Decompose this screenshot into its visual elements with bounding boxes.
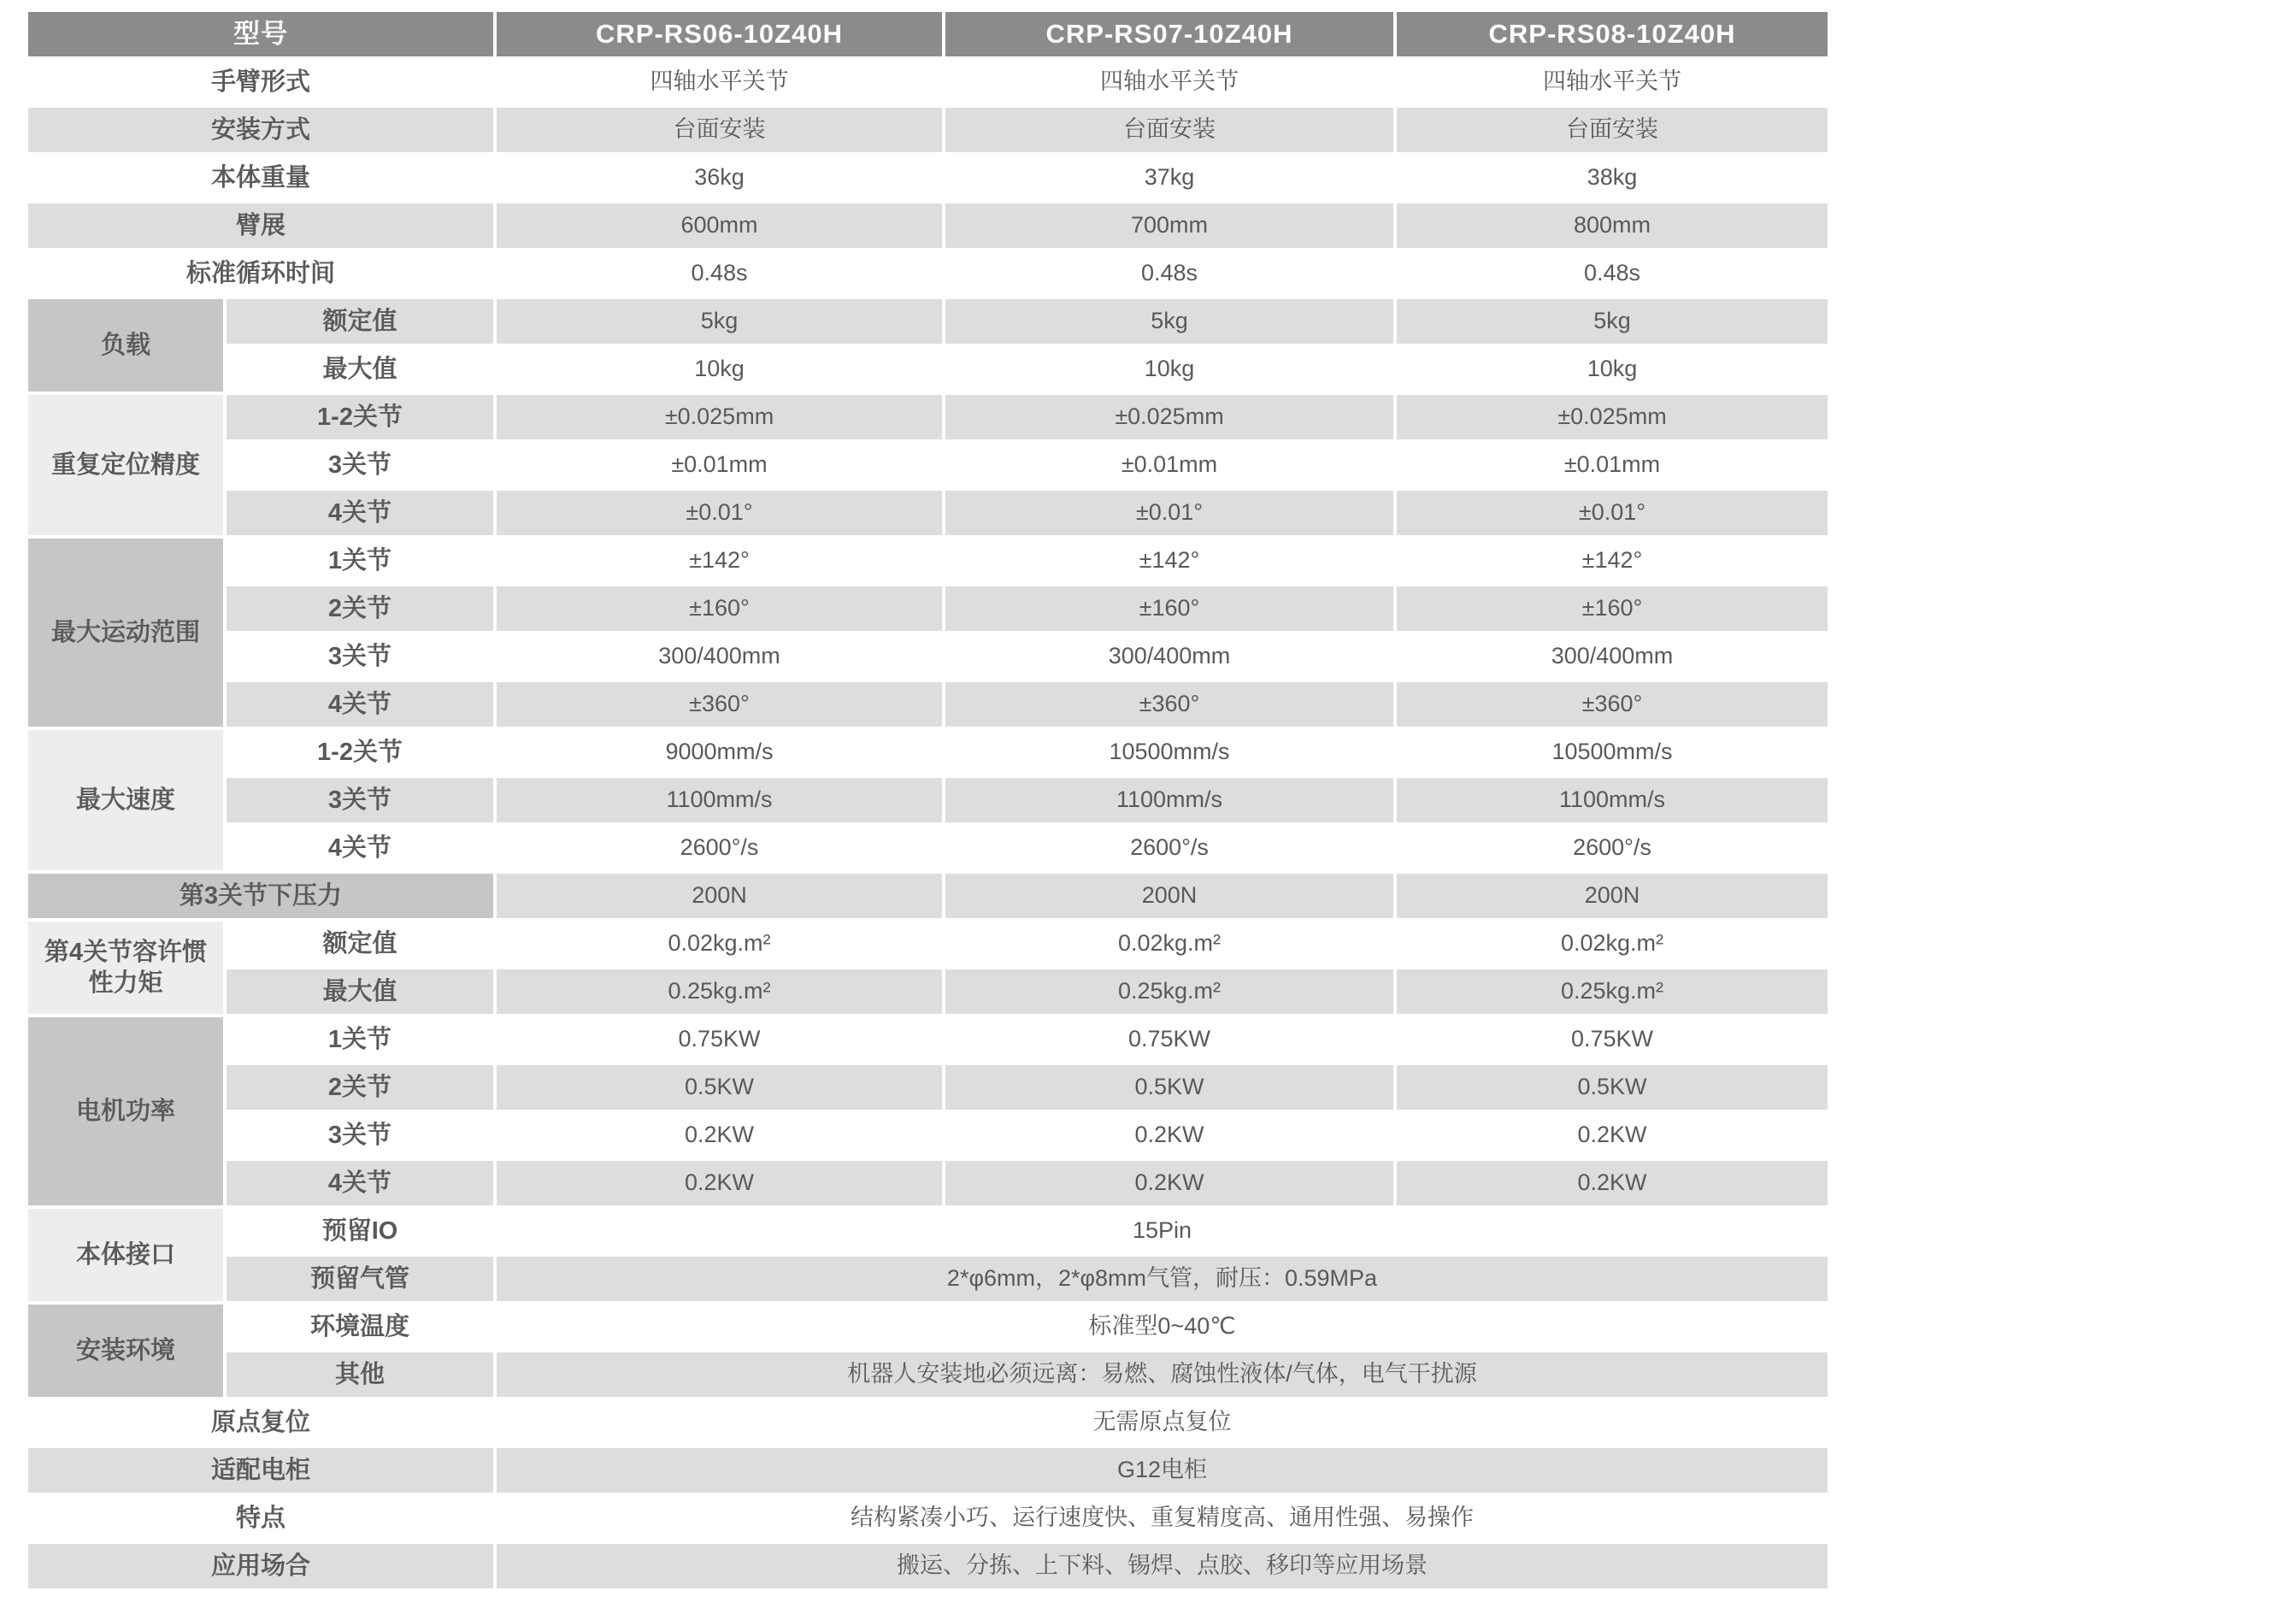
value-cell: 四轴水平关节 (1397, 60, 1828, 104)
value-cell: 300/400mm (497, 634, 942, 679)
sub-label-cell: 2关节 (227, 586, 493, 631)
value-cell: 0.5KW (945, 1065, 1393, 1110)
robot-spec-table (25, 9, 1831, 1592)
row-label-cell: 应用场合 (28, 1544, 493, 1588)
sub-label-cell: 3关节 (227, 778, 493, 822)
value-cell: 台面安装 (945, 108, 1393, 152)
value-cell: 9000mm/s (497, 730, 942, 775)
sub-label-cell: 3关节 (227, 634, 493, 679)
sub-label-cell: 额定值 (227, 922, 493, 966)
merged-value-cell: 无需原点复位 (497, 1400, 1828, 1445)
value-cell: 38kg (1397, 156, 1828, 200)
merged-value-cell: 机器人安装地必须远离：易燃、腐蚀性液体/气体，电气干扰源 (497, 1352, 1828, 1397)
value-cell: 台面安装 (497, 108, 942, 152)
value-cell: 0.5KW (1397, 1065, 1828, 1110)
value-cell: 2600°/s (497, 826, 942, 870)
value-cell: 0.2KW (945, 1113, 1393, 1157)
value-cell: 0.02kg.m² (1397, 922, 1828, 966)
value-cell: 5kg (497, 299, 942, 344)
value-cell: ±142° (1397, 539, 1828, 583)
value-cell: 1100mm/s (945, 778, 1393, 822)
sub-label-cell: 最大值 (227, 969, 493, 1014)
value-cell: 0.2KW (497, 1161, 942, 1205)
merged-value-cell: G12电柜 (497, 1448, 1828, 1493)
value-cell: 0.75KW (497, 1017, 942, 1062)
value-cell: 0.5KW (497, 1065, 942, 1110)
value-cell: 200N (1397, 874, 1828, 918)
sub-label-cell: 1关节 (227, 1017, 493, 1062)
merged-value-cell: 搬运、分拣、上下料、锡焊、点胶、移印等应用场景 (497, 1544, 1828, 1588)
value-cell: 300/400mm (945, 634, 1393, 679)
row-label-cell: 特点 (28, 1496, 493, 1540)
spec-table-head (28, 12, 1828, 56)
group-label-cell: 电机功率 (28, 1017, 223, 1205)
value-cell: 2600°/s (1397, 826, 1828, 870)
value-cell: ±360° (1397, 682, 1828, 727)
value-cell: ±142° (945, 539, 1393, 583)
value-cell: 1100mm/s (1397, 778, 1828, 822)
model-header-cell: CRP-RS06-10Z40H (497, 12, 942, 56)
value-cell: ±160° (497, 586, 942, 631)
value-cell: ±0.025mm (1397, 395, 1828, 439)
value-cell: 10kg (945, 347, 1393, 392)
value-cell: 10500mm/s (1397, 730, 1828, 775)
model-header-cell: CRP-RS08-10Z40H (1397, 12, 1828, 56)
value-cell: 0.25kg.m² (497, 969, 942, 1014)
value-cell: ±0.025mm (945, 395, 1393, 439)
value-cell: ±0.01mm (1397, 443, 1828, 487)
row-label-cell: 本体重量 (28, 156, 493, 200)
value-cell: 300/400mm (1397, 634, 1828, 679)
value-cell: 四轴水平关节 (497, 60, 942, 104)
value-cell: 0.75KW (1397, 1017, 1828, 1062)
value-cell: 700mm (945, 203, 1393, 248)
sub-label-cell: 2关节 (227, 1065, 493, 1110)
sub-label-cell: 1-2关节 (227, 730, 493, 775)
value-cell: 200N (945, 874, 1393, 918)
value-cell: 10500mm/s (945, 730, 1393, 775)
value-cell: 四轴水平关节 (945, 60, 1393, 104)
group-label-cell: 本体接口 (28, 1209, 223, 1301)
value-cell: ±160° (1397, 586, 1828, 631)
sub-label-cell: 预留IO (227, 1209, 493, 1253)
models-label-cell: 型号 (28, 12, 493, 56)
group-label-cell: 最大速度 (28, 730, 223, 870)
value-cell: 0.25kg.m² (945, 969, 1393, 1014)
sub-label-cell: 环境温度 (227, 1305, 493, 1349)
row-label-cell: 安装方式 (28, 108, 493, 152)
value-cell: 台面安装 (1397, 108, 1828, 152)
value-cell: 0.02kg.m² (497, 922, 942, 966)
value-cell: 37kg (945, 156, 1393, 200)
merged-value-cell: 结构紧凑小巧、运行速度快、重复精度高、通用性强、易操作 (497, 1496, 1828, 1540)
merged-value-cell: 15Pin (497, 1209, 1828, 1253)
row-label-cell: 原点复位 (28, 1400, 493, 1445)
value-cell: 10kg (1397, 347, 1828, 392)
spec-table-body (28, 60, 1828, 1588)
value-cell: 200N (497, 874, 942, 918)
value-cell: 0.25kg.m² (1397, 969, 1828, 1014)
value-cell: 800mm (1397, 203, 1828, 248)
group-label-cell: 安装环境 (28, 1305, 223, 1397)
sub-label-cell: 4关节 (227, 682, 493, 727)
sub-label-cell: 4关节 (227, 491, 493, 535)
sub-label-cell: 预留气管 (227, 1257, 493, 1301)
sub-label-cell: 最大值 (227, 347, 493, 392)
value-cell: ±360° (497, 682, 942, 727)
value-cell: 0.2KW (1397, 1113, 1828, 1157)
value-cell: ±360° (945, 682, 1393, 727)
value-cell: ±0.01mm (497, 443, 942, 487)
sub-label-cell: 3关节 (227, 443, 493, 487)
value-cell: 0.48s (945, 251, 1393, 296)
merged-value-cell: 2*φ6mm，2*φ8mm气管，耐压：0.59MPa (497, 1257, 1828, 1301)
value-cell: ±160° (945, 586, 1393, 631)
model-header-cell: CRP-RS07-10Z40H (945, 12, 1393, 56)
sub-label-cell: 1-2关节 (227, 395, 493, 439)
value-cell: ±0.01° (497, 491, 942, 535)
value-cell: 5kg (945, 299, 1393, 344)
group-label-cell: 重复定位精度 (28, 395, 223, 535)
value-cell: ±0.01mm (945, 443, 1393, 487)
sub-label-cell: 1关节 (227, 539, 493, 583)
page (0, 9, 2296, 1614)
merged-value-cell: 标准型0~40℃ (497, 1305, 1828, 1349)
row-label-cell: 适配电柜 (28, 1448, 493, 1493)
value-cell: 0.48s (1397, 251, 1828, 296)
value-cell: 0.2KW (497, 1113, 942, 1157)
row-label-cell: 臂展 (28, 203, 493, 248)
value-cell: ±0.01° (945, 491, 1393, 535)
value-cell: ±0.025mm (497, 395, 942, 439)
value-cell: 0.2KW (945, 1161, 1393, 1205)
value-cell: 2600°/s (945, 826, 1393, 870)
value-cell: 36kg (497, 156, 942, 200)
value-cell: 5kg (1397, 299, 1828, 344)
value-cell: 10kg (497, 347, 942, 392)
row-label-cell: 标准循环时间 (28, 251, 493, 296)
value-cell: 600mm (497, 203, 942, 248)
group-label-cell: 负载 (28, 299, 223, 392)
sub-label-cell: 3关节 (227, 1113, 493, 1157)
value-cell: 0.75KW (945, 1017, 1393, 1062)
value-cell: ±142° (497, 539, 942, 583)
sub-label-cell: 其他 (227, 1352, 493, 1397)
row-label-cell: 第3关节下压力 (28, 874, 493, 918)
group-label-cell: 最大运动范围 (28, 539, 223, 727)
group-label-cell: 第4关节容许惯性力矩 (28, 922, 223, 1014)
sub-label-cell: 4关节 (227, 1161, 493, 1205)
value-cell: 1100mm/s (497, 778, 942, 822)
value-cell: 0.48s (497, 251, 942, 296)
value-cell: 0.2KW (1397, 1161, 1828, 1205)
value-cell: 0.02kg.m² (945, 922, 1393, 966)
sub-label-cell: 4关节 (227, 826, 493, 870)
value-cell: ±0.01° (1397, 491, 1828, 535)
sub-label-cell: 额定值 (227, 299, 493, 344)
row-label-cell: 手臂形式 (28, 60, 493, 104)
